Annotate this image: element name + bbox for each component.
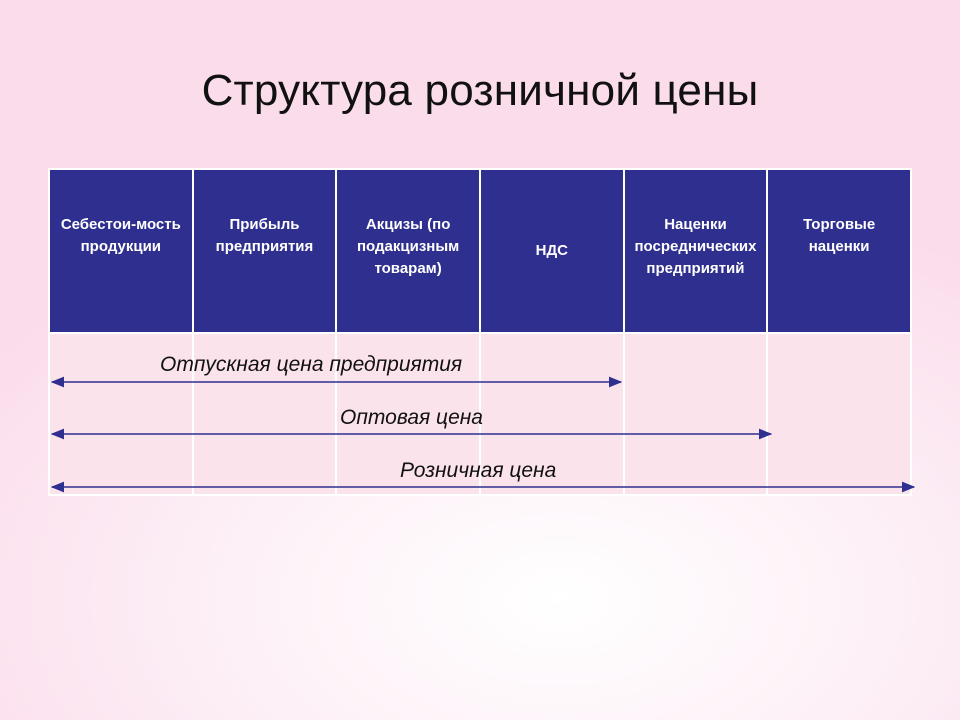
wholesale-price-label: Оптовая цена [340, 406, 483, 429]
header-excise-label: Акцизы (по подакцизным товарам) [357, 216, 460, 277]
header-trade-markup-label: Торговые наценки [803, 216, 876, 255]
slide-title: Структура розничной цены [201, 66, 759, 115]
factory-price-label: Отпускная цена предприятия [160, 353, 463, 376]
header-vat-label: НДС [535, 242, 568, 259]
header-intermediary-markup-label: Наценки посреднических предприятий [634, 216, 757, 277]
header-cost-label: Себестои-мость продукции [60, 216, 181, 255]
header-profit-label: Прибыль предприятия [215, 216, 314, 255]
retail-price-label: Розничная цена [400, 459, 557, 482]
